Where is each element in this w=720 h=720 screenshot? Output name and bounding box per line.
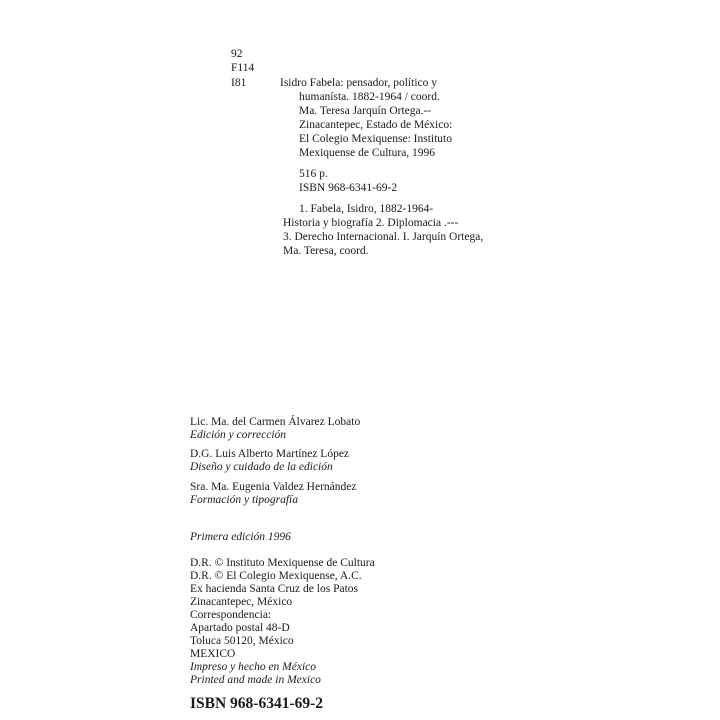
class-number: I81: [231, 77, 247, 89]
catalog-entry-line: Zinacantepec, Estado de México:: [299, 119, 453, 131]
catalog-subject-line: Ma. Teresa, coord.: [283, 245, 369, 257]
address-line: Apartado postal 48-D: [190, 622, 290, 634]
rights-line: D.R. © Instituto Mexiquense de Cultura: [190, 557, 375, 569]
credit-role: Edición y corrección: [190, 429, 287, 441]
rights-line: D.R. © El Colegio Mexiquense, A.C.: [190, 570, 362, 582]
catalog-pages: 516 p.: [299, 168, 328, 180]
credit-name: D.G. Luis Alberto Martínez López: [190, 448, 350, 460]
catalog-subject-line: Historia y biografía 2. Diplomacia .---: [283, 217, 459, 229]
catalog-entry-line: Isidro Fabela: pensador, político y: [280, 77, 437, 89]
credit-role: Formación y tipografía: [190, 494, 298, 506]
printed-line: Impreso y hecho en México: [190, 661, 317, 673]
catalog-subject-line: 1. Fabela, Isidro, 1882-1964-: [299, 203, 434, 215]
credit-name: Sra. Ma. Eugenia Valdez Hernández: [190, 481, 357, 493]
catalog-entry-line: El Colegio Mexiquense: Instituto: [299, 133, 452, 145]
isbn-footer: ISBN 968-6341-69-2: [190, 695, 324, 712]
address-line: Ex hacienda Santa Cruz de los Patos: [190, 583, 358, 595]
address-line: MEXICO: [190, 648, 236, 660]
catalog-subject-line: 3. Derecho Internacional. I. Jarquín Ortega,: [283, 231, 484, 243]
catalog-isbn: ISBN 968-6341-69-2: [299, 182, 398, 194]
address-line: Toluca 50120, México: [190, 635, 294, 647]
printed-line: Printed and made in Mexico: [190, 674, 321, 686]
catalog-entry-line: Ma. Teresa Jarquín Ortega.--: [299, 105, 432, 117]
address-line: Correspondencia:: [190, 609, 272, 621]
credit-name: Lic. Ma. del Carmen Álvarez Lobato: [190, 416, 361, 428]
edition-line: Primera edición 1996: [190, 531, 291, 543]
catalog-entry-line: Mexiquense de Cultura, 1996: [299, 147, 436, 159]
credit-role: Diseño y cuidado de la edición: [190, 461, 333, 473]
class-number: F114: [231, 62, 255, 74]
address-line: Zinacantepec, México: [190, 596, 293, 608]
class-number: 92: [231, 48, 243, 60]
catalog-entry-line: humanísta. 1882-1964 / coord.: [299, 91, 440, 103]
